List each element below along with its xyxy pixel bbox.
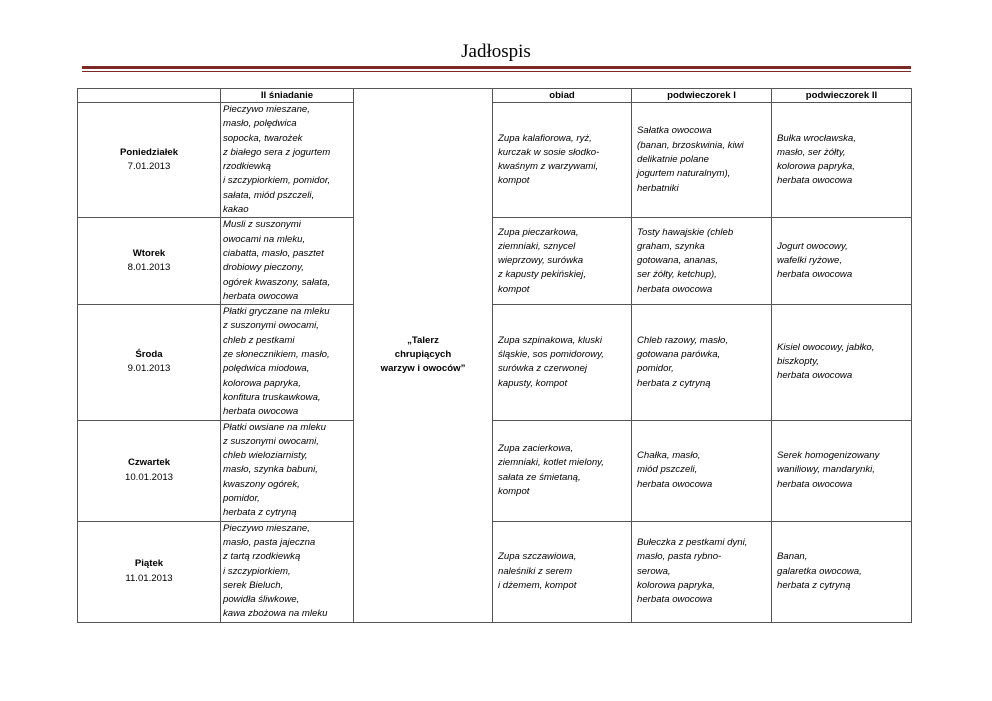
lunch-cell: Zupa szpinakowa, kluski śląskie, sos pomidorowy, surówka z czerwonej kapusty, kompot	[493, 305, 632, 420]
snack1-cell: Bułeczka z pestkami dyni, masło, pasta rybno- serowa, kolorowa papryka, herbata owocowa	[632, 521, 772, 622]
day-cell	[78, 521, 221, 622]
snack1-cell: Tosty hawajskie (chleb graham, szynka gotowana, ananas, ser żółty, ketchup), herbata owocowa	[632, 218, 772, 305]
day-name: Poniedziałek	[119, 146, 179, 158]
second-breakfast-cell: Musli z suszonymi owocami na mleku, ciabatta, masło, pasztet drobiowy pieczony, ogórek kwaszony, sałata, herbata owocowa	[221, 218, 354, 305]
snack2-cell: Bułka wrocławska, masło, ser żółty, kolorowa papryka, herbata owocowa	[772, 103, 912, 218]
lunch-cell: Zupa zacierkowa, ziemniaki, kotlet mielony, sałata ze śmietaną, kompot	[493, 420, 632, 521]
second-breakfast-cell: Płatki gryczane na mleku z suszonymi owocami, chleb z pestkami ze słonecznikiem, masło, polędwica miodowa, kolorowa papryka, konfitura truskawkowa, herbata owocowa	[221, 305, 354, 420]
lunch-cell: Zupa szczawiowa, naleśniki z serem i dżemem, kompot	[493, 521, 632, 622]
table-row	[78, 218, 912, 305]
table-row	[78, 103, 912, 218]
day-cell	[78, 218, 221, 305]
table-row	[78, 420, 912, 521]
day-date: 10.01.2013	[124, 471, 173, 483]
second-breakfast-cell: Płatki owsiane na mleku z suszonymi owocami, chleb wieloziarnisty, masło, szynka babuni, kwaszony ogórek, pomidor, herbata z cytryną	[221, 420, 354, 521]
snack1-cell: Chałka, masło, miód pszczeli, herbata owocowa	[632, 420, 772, 521]
day-name: Wtorek	[132, 247, 166, 259]
header-row	[78, 89, 912, 103]
day-date: 7.01.2013	[127, 161, 171, 173]
snack2-cell: Kisiel owocowy, jabłko, biszkopty, herbata owocowa	[772, 305, 912, 420]
day-cell	[78, 103, 221, 218]
snack2-cell: Serek homogenizowany waniliowy, mandarynki, herbata owocowa	[772, 420, 912, 521]
day-cell	[78, 420, 221, 521]
day-name: Piątek	[134, 558, 164, 570]
second-breakfast-cell: Pieczywo mieszane, masło, pasta jajeczna z tartą rzodkiewką i szczypiorkiem, serek Bieluch, powidła śliwkowe, kawa zbożowa na mleku	[221, 521, 354, 622]
day-cell	[78, 305, 221, 420]
table-row	[78, 305, 912, 420]
snack2-cell: Banan, galaretka owocowa, herbata z cytryną	[772, 521, 912, 622]
header-second-breakfast: II śniadanie	[221, 89, 354, 103]
page-title: Jadłospis	[461, 41, 531, 62]
title-rule-thick	[82, 66, 911, 69]
day-name: Środa	[135, 349, 163, 361]
day-date: 8.01.2013	[127, 262, 171, 274]
snack1-cell: Sałatka owocowa (banan, brzoskwinia, kiwi delikatnie polane jogurtem naturalnym), herbatniki	[632, 103, 772, 218]
snack1-cell: Chleb razowy, masło, gotowana parówka, pomidor, herbata z cytryną	[632, 305, 772, 420]
header-day	[78, 89, 221, 103]
second-breakfast-cell: Pieczywo mieszane, masło, polędwica sopocka, twarożek z białego sera z jogurtem rzodkiewką i szczypiorkiem, pomidor, sałata, miód pszczeli, kakao	[221, 103, 354, 218]
day-date: 9.01.2013	[127, 363, 171, 375]
day-name: Czwartek	[127, 457, 171, 469]
lunch-cell: Zupa kalafiorowa, ryż, kurczak w sosie słodko- kwaśnym z warzywami, kompot	[493, 103, 632, 218]
special-note-cell: „Talerz chrupiących warzyw i owoców”	[354, 89, 493, 623]
header-snack2: podwieczorek II	[772, 89, 912, 103]
header-lunch: obiad	[493, 89, 632, 103]
table-row	[78, 521, 912, 622]
menu-table	[77, 88, 912, 623]
lunch-cell: Zupa pieczarkowa, ziemniaki, sznycel wieprzowy, surówka z kapusty pekińskiej, kompot	[493, 218, 632, 305]
snack2-cell: Jogurt owocowy, wafelki ryżowe, herbata owocowa	[772, 218, 912, 305]
title-rule-thin	[82, 71, 911, 72]
header-snack1: podwieczorek I	[632, 89, 772, 103]
day-date: 11.01.2013	[125, 572, 173, 584]
